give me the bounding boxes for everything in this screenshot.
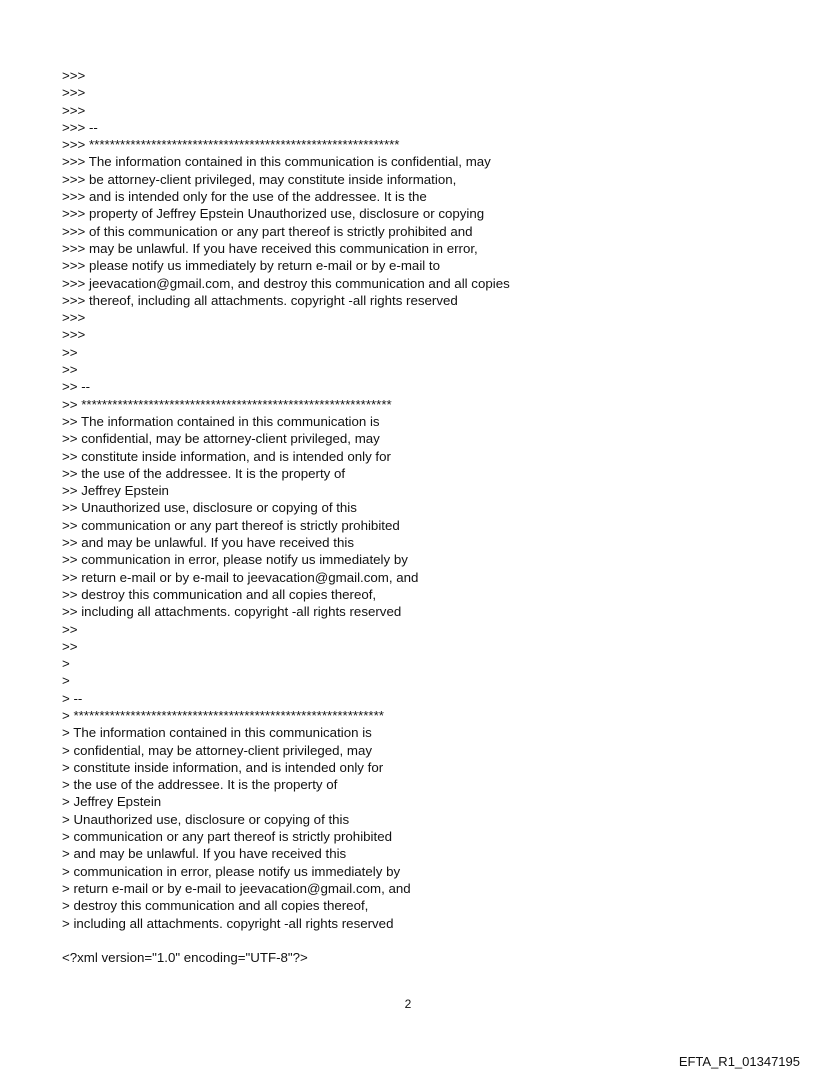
text-line: >>> <box>62 327 86 343</box>
text-line: >>> The information contained in this communication is confidential, may <box>62 154 491 170</box>
text-line: >>> <box>62 85 86 101</box>
text-line: > return e-mail or by e-mail to jeevacation@gmail.com, and <box>62 880 411 896</box>
text-line: > The information contained in this communication is <box>62 725 372 741</box>
text-line: > and may be unlawful. If you have received this <box>62 846 347 862</box>
text-line: >> constitute inside information, and is intended only for <box>62 448 391 464</box>
text-line: >>> jeevacation@gmail.com, and destroy this communication and all copies <box>62 275 510 291</box>
text-line <box>62 932 510 949</box>
text-line: >> the use of the addressee. It is the property of <box>62 465 346 481</box>
text-line: >> The information contained in this communication is <box>62 413 380 429</box>
text-line: >>> <box>62 102 86 118</box>
text-line: >> communication or any part thereof is strictly prohibited <box>62 517 400 533</box>
text-line: > constitute inside information, and is intended only for <box>62 759 384 775</box>
text-line: >>> please notify us immediately by return e-mail or by e-mail to <box>62 258 441 274</box>
text-line: > including all attachments. copyright -all rights reserved <box>62 915 394 931</box>
bates-number: EFTA_R1_01347195 <box>678 1054 800 1069</box>
text-line: >>> of this communication or any part thereof is strictly prohibited and <box>62 223 473 239</box>
text-line: > communication or any part thereof is strictly prohibited <box>62 829 392 845</box>
text-line: > confidential, may be attorney-client privileged, may <box>62 742 373 758</box>
text-line: >>> be attorney-client privileged, may constitute inside information, <box>62 171 457 187</box>
text-line: >> including all attachments. copyright -all rights reserved <box>62 604 402 620</box>
text-line: > Unauthorized use, disclosure or copying of this <box>62 811 350 827</box>
text-line: >> destroy this communication and all copies thereof, <box>62 586 377 602</box>
text-line: > destroy this communication and all copies thereof, <box>62 898 369 914</box>
text-line: >> ************************************************************ <box>62 396 392 412</box>
text-line: <?xml version="1.0" encoding="UTF-8"?> <box>62 950 308 966</box>
text-line: >> <box>62 344 78 360</box>
page-number: 2 <box>404 997 412 1011</box>
text-line: >> confidential, may be attorney-client privileged, may <box>62 431 380 447</box>
text-line: >> Jeffrey Epstein <box>62 483 169 499</box>
text-line: >> <box>62 362 78 378</box>
text-line: > ************************************************************ <box>62 707 384 723</box>
text-line: >> <box>62 621 78 637</box>
text-line: >> return e-mail or by e-mail to jeevacation@gmail.com, and <box>62 569 419 585</box>
text-line: > -- <box>62 690 83 706</box>
text-line: >>> -- <box>62 119 98 135</box>
text-line: > communication in error, please notify us immediately by <box>62 863 401 879</box>
text-line: > <box>62 656 70 672</box>
text-line: >>> property of Jeffrey Epstein Unauthorized use, disclosure or copying <box>62 206 485 222</box>
text-line: >>> may be unlawful. If you have received this communication in error, <box>62 240 478 256</box>
email-body <box>62 67 510 966</box>
text-line: >>> ************************************************************ <box>62 137 400 153</box>
text-line: >> and may be unlawful. If you have received this <box>62 535 354 551</box>
text-line: > Jeffrey Epstein <box>62 794 162 810</box>
text-line: >>> and is intended only for the use of the addressee. It is the <box>62 189 427 205</box>
text-line: > <box>62 673 70 689</box>
text-line: >>> <box>62 310 86 326</box>
text-line: > the use of the addressee. It is the property of <box>62 777 338 793</box>
text-line: >> Unauthorized use, disclosure or copying of this <box>62 500 357 516</box>
text-line: >> -- <box>62 379 91 395</box>
text-line: >>> thereof, including all attachments. copyright -all rights reserved <box>62 292 458 308</box>
text-line: >> <box>62 638 78 654</box>
text-line: >> communication in error, please notify us immediately by <box>62 552 408 568</box>
text-line: >>> <box>62 68 86 83</box>
